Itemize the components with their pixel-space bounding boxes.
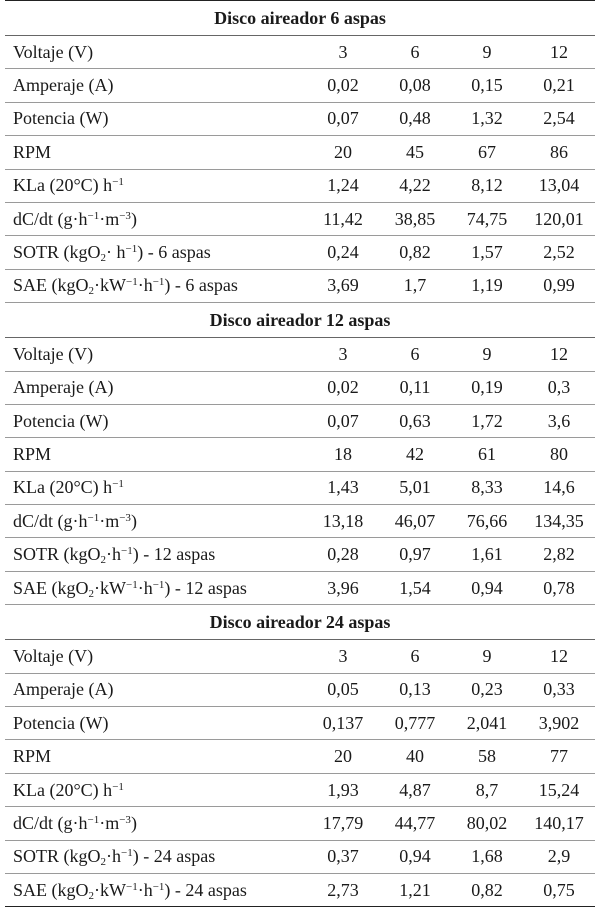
value-cell: 46,07: [379, 505, 451, 538]
value-cell: 4,87: [379, 773, 451, 806]
table-row: [5, 236, 595, 269]
value-cell: 1,93: [307, 773, 379, 806]
table-row: [5, 807, 595, 840]
value-cell: 0,24: [307, 236, 379, 269]
table-row: [5, 338, 595, 371]
row-label: Voltaje (V): [5, 640, 307, 673]
table-row: [5, 269, 595, 302]
table-row: [5, 371, 595, 404]
value-cell: 2,041: [451, 707, 523, 740]
table-row: [5, 169, 595, 202]
row-label: Potencia (W): [5, 707, 307, 740]
row-label: dC/dt $(g\cdot h^{-1}\cdot m^{-3})$: [5, 505, 307, 538]
table-row: [5, 571, 595, 604]
value-cell: 86: [523, 136, 595, 169]
table-row: [5, 538, 595, 571]
value-cell: 6: [379, 36, 451, 69]
value-cell: 0,02: [307, 371, 379, 404]
value-cell: 6: [379, 640, 451, 673]
value-cell: 2,52: [523, 236, 595, 269]
value-cell: 18: [307, 438, 379, 471]
value-cell: 0,28: [307, 538, 379, 571]
value-cell: 3,69: [307, 269, 379, 302]
value-cell: 0,13: [379, 673, 451, 706]
value-cell: 67: [451, 136, 523, 169]
value-cell: 1,72: [451, 404, 523, 437]
value-cell: 12: [523, 640, 595, 673]
value-cell: 12: [523, 36, 595, 69]
value-cell: 0,07: [307, 102, 379, 135]
value-cell: 2,82: [523, 538, 595, 571]
row-label: KLa (20°C) $h^{-1}$: [5, 471, 307, 504]
value-cell: 3: [307, 338, 379, 371]
value-cell: 8,12: [451, 169, 523, 202]
row-label: Amperaje (A): [5, 69, 307, 102]
row-label: KLa (20°C) $h^{-1}$: [5, 169, 307, 202]
value-cell: 140,17: [523, 807, 595, 840]
value-cell: 0,37: [307, 840, 379, 873]
value-cell: 0,82: [451, 873, 523, 906]
value-cell: 8,7: [451, 773, 523, 806]
row-label: Potencia (W): [5, 102, 307, 135]
row-label: RPM: [5, 438, 307, 471]
value-cell: 17,79: [307, 807, 379, 840]
value-cell: 0,3: [523, 371, 595, 404]
row-label: dC/dt $(g\cdot h^{-1}\cdot m^{-3})$: [5, 807, 307, 840]
table-row: [5, 740, 595, 773]
value-cell: 1,57: [451, 236, 523, 269]
section-title: Disco aireador 12 aspas: [5, 303, 595, 338]
row-label: RPM: [5, 136, 307, 169]
value-cell: 0,07: [307, 404, 379, 437]
value-cell: 38,85: [379, 202, 451, 235]
value-cell: 0,63: [379, 404, 451, 437]
value-cell: 13,18: [307, 505, 379, 538]
table-row: [5, 69, 595, 102]
table-row: [5, 773, 595, 806]
table-body: [5, 1, 595, 907]
value-cell: 40: [379, 740, 451, 773]
value-cell: 0,05: [307, 673, 379, 706]
value-cell: 45: [379, 136, 451, 169]
value-cell: 0,48: [379, 102, 451, 135]
value-cell: 0,21: [523, 69, 595, 102]
table-row: [5, 673, 595, 706]
value-cell: 3,902: [523, 707, 595, 740]
row-label: Amperaje (A): [5, 673, 307, 706]
value-cell: 11,42: [307, 202, 379, 235]
value-cell: 20: [307, 740, 379, 773]
value-cell: 1,32: [451, 102, 523, 135]
value-cell: 0,19: [451, 371, 523, 404]
row-label: SAE $(kgO_2\cdot kW^{-1}\cdot h^{-1}) - 6$ aspas: [5, 269, 307, 302]
row-label: Potencia (W): [5, 404, 307, 437]
value-cell: 0,33: [523, 673, 595, 706]
table-row: [5, 707, 595, 740]
value-cell: 44,77: [379, 807, 451, 840]
value-cell: 0,94: [451, 571, 523, 604]
value-cell: 134,35: [523, 505, 595, 538]
value-cell: 1,54: [379, 571, 451, 604]
table-row: [5, 640, 595, 673]
value-cell: 4,22: [379, 169, 451, 202]
table-row: [5, 505, 595, 538]
value-cell: 1,68: [451, 840, 523, 873]
value-cell: 9: [451, 640, 523, 673]
value-cell: 0,02: [307, 69, 379, 102]
value-cell: 0,94: [379, 840, 451, 873]
section-header-row: [5, 1, 595, 36]
value-cell: 14,6: [523, 471, 595, 504]
value-cell: 13,04: [523, 169, 595, 202]
value-cell: 80: [523, 438, 595, 471]
value-cell: 61: [451, 438, 523, 471]
row-label: SOTR $(kgO_2\cdot h^{-1}) - 12$ aspas: [5, 538, 307, 571]
value-cell: 0,137: [307, 707, 379, 740]
value-cell: 15,24: [523, 773, 595, 806]
value-cell: 80,02: [451, 807, 523, 840]
value-cell: 0,82: [379, 236, 451, 269]
table-row: [5, 102, 595, 135]
row-label: RPM: [5, 740, 307, 773]
row-label: Voltaje (V): [5, 338, 307, 371]
row-label: SAE $(kgO_2\cdot kW^{-1}\cdot h^{-1}) - 24$ aspas: [5, 873, 307, 906]
value-cell: 0,97: [379, 538, 451, 571]
value-cell: 0,08: [379, 69, 451, 102]
value-cell: 1,7: [379, 269, 451, 302]
value-cell: 0,23: [451, 673, 523, 706]
value-cell: 77: [523, 740, 595, 773]
value-cell: 3,6: [523, 404, 595, 437]
value-cell: 2,9: [523, 840, 595, 873]
value-cell: 0,777: [379, 707, 451, 740]
table-row: [5, 36, 595, 69]
value-cell: 0,15: [451, 69, 523, 102]
value-cell: 1,24: [307, 169, 379, 202]
row-label: Amperaje (A): [5, 371, 307, 404]
value-cell: 76,66: [451, 505, 523, 538]
table-row: [5, 136, 595, 169]
value-cell: 6: [379, 338, 451, 371]
value-cell: 2,54: [523, 102, 595, 135]
value-cell: 3,96: [307, 571, 379, 604]
value-cell: 1,21: [379, 873, 451, 906]
value-cell: 1,61: [451, 538, 523, 571]
table-row: [5, 873, 595, 906]
value-cell: 2,73: [307, 873, 379, 906]
row-label: Voltaje (V): [5, 36, 307, 69]
value-cell: 5,01: [379, 471, 451, 504]
value-cell: 0,75: [523, 873, 595, 906]
row-label: SOTR $(kgO_2\cdot h^{-1}) - 24$ aspas: [5, 840, 307, 873]
value-cell: 20: [307, 136, 379, 169]
section-header-row: [5, 303, 595, 338]
row-label: dC/dt $(g\cdot h^{-1}\cdot m^{-3})$: [5, 202, 307, 235]
value-cell: 9: [451, 36, 523, 69]
aerator-data-table: [5, 0, 595, 907]
value-cell: 42: [379, 438, 451, 471]
value-cell: 1,43: [307, 471, 379, 504]
value-cell: 1,19: [451, 269, 523, 302]
value-cell: 3: [307, 36, 379, 69]
value-cell: 0,11: [379, 371, 451, 404]
table-row: [5, 471, 595, 504]
value-cell: 120,01: [523, 202, 595, 235]
value-cell: 3: [307, 640, 379, 673]
section-header-row: [5, 605, 595, 640]
value-cell: 9: [451, 338, 523, 371]
value-cell: 0,99: [523, 269, 595, 302]
row-label: KLa (20°C) $h^{-1}$: [5, 773, 307, 806]
value-cell: 8,33: [451, 471, 523, 504]
value-cell: 74,75: [451, 202, 523, 235]
row-label: SAE $(kgO_2\cdot kW^{-1}\cdot h^{-1}) - 12$ aspas: [5, 571, 307, 604]
table-row: [5, 404, 595, 437]
table-row: [5, 438, 595, 471]
value-cell: 0,78: [523, 571, 595, 604]
row-label: SOTR $(kgO_2\cdot h^{-1}) - 6$ aspas: [5, 236, 307, 269]
table-row: [5, 840, 595, 873]
section-title: Disco aireador 6 aspas: [5, 1, 595, 36]
section-title: Disco aireador 24 aspas: [5, 605, 595, 640]
value-cell: 12: [523, 338, 595, 371]
value-cell: 58: [451, 740, 523, 773]
table-row: [5, 202, 595, 235]
